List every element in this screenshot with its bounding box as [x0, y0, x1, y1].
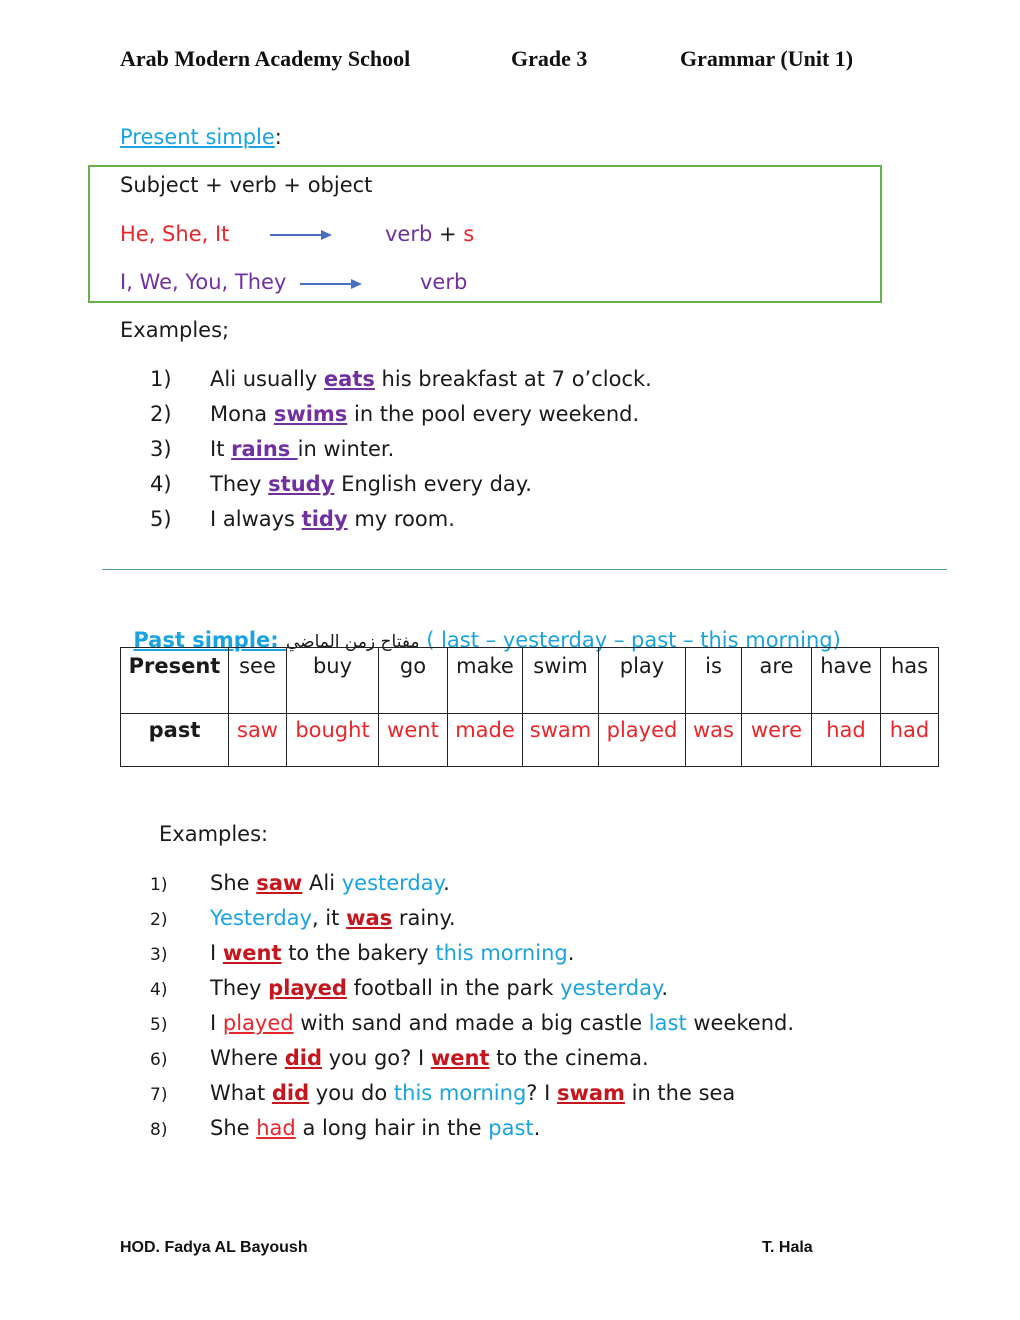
verb-highlight: saw [256, 871, 303, 895]
sentence-text: They [210, 976, 269, 1000]
sentence-text: in the pool every weekend. [347, 402, 640, 426]
rule-singular-subjects: He, She, It [120, 222, 230, 246]
list-item [150, 437, 394, 461]
sentence-text: I [210, 941, 223, 965]
subject-label: Grammar (Unit 1) [680, 46, 854, 71]
verb-highlight: swam [556, 1081, 625, 1105]
list-item [150, 871, 450, 895]
list-number: 4) [150, 472, 172, 496]
table-cell: have [812, 648, 881, 714]
table-cell: swam [523, 714, 599, 767]
table-cell: had [881, 714, 939, 767]
sentence-text: rainy. [392, 906, 456, 930]
past-simple-title: Past simple: [133, 628, 286, 652]
list-number: 4) [150, 980, 168, 1000]
table-cell: were [742, 714, 812, 767]
school-name: Arab Modern Academy School [120, 46, 411, 71]
rule-s-suffix: s [463, 222, 475, 246]
table-cell: was [686, 714, 742, 767]
arrow-right-icon [270, 228, 332, 242]
time-keyword: this morning [393, 1081, 527, 1105]
sentence-text: to the cinema. [489, 1046, 649, 1070]
list-item [150, 1011, 794, 1035]
table-cell: go [379, 648, 448, 714]
list-number: 8) [150, 1120, 168, 1140]
sentence-text: She [210, 1116, 257, 1140]
sentence-text: in the sea [624, 1081, 736, 1105]
sentence-text: She [210, 871, 257, 895]
sentence-text: a long hair in the [295, 1116, 489, 1140]
rule-plural-subjects: I, We, You, They [120, 270, 287, 294]
verb-highlight: went [430, 1046, 490, 1070]
sentence-text: English every day. [334, 472, 532, 496]
sentence-text: with sand and made a big castle [293, 1011, 649, 1035]
time-keyword: last [648, 1011, 687, 1035]
verb-highlight: went [222, 941, 282, 965]
rule-plural-verb: verb [420, 270, 468, 294]
sentence-text: Ali [302, 871, 342, 895]
rule-formula: Subject + verb + object [120, 173, 373, 197]
table-header-present: Present [121, 648, 229, 714]
footer-teacher: T. Hala [762, 1239, 813, 1256]
sentence-text: I [210, 1011, 223, 1035]
list-item [150, 507, 455, 531]
sentence-text: Ali usually [210, 367, 324, 391]
verb-highlight: played [222, 1011, 294, 1035]
table-cell: swim [523, 648, 599, 714]
list-item [150, 472, 532, 496]
rule-verb-word: verb [385, 222, 433, 246]
present-simple-heading [120, 125, 282, 149]
sentence-text: you go? I [322, 1046, 431, 1070]
sentence-text: . [443, 871, 450, 895]
sentence-text: . [533, 1116, 541, 1140]
rule-plus: + [432, 222, 464, 246]
time-keyword: yesterday [560, 976, 662, 1000]
time-keyword: yesterday [341, 871, 444, 895]
sentence-text: weekend. [686, 1011, 795, 1035]
table-cell: has [881, 648, 939, 714]
table-cell: make [448, 648, 523, 714]
arrow-right-icon [300, 277, 362, 291]
table-row [121, 648, 939, 714]
verb-table [120, 647, 939, 767]
list-item [150, 906, 456, 930]
sentence-text: you do [309, 1081, 394, 1105]
table-cell: bought [287, 714, 379, 767]
past-examples-label: Examples: [159, 822, 269, 846]
table-cell: had [812, 714, 881, 767]
list-number: 3) [150, 437, 172, 461]
sentence-text: , it [311, 906, 347, 930]
list-number: 5) [150, 507, 172, 531]
sentence-text: I always [210, 507, 302, 531]
list-number: 6) [150, 1050, 168, 1070]
verb-highlight: played [268, 976, 347, 1000]
table-cell: buy [287, 648, 379, 714]
table-cell: went [379, 714, 448, 767]
table-cell: played [599, 714, 686, 767]
list-item [150, 976, 668, 1000]
verb-highlight: eats [323, 367, 375, 391]
table-cell: see [229, 648, 287, 714]
sentence-text: his breakfast at 7 o’clock. [374, 367, 652, 391]
table-cell: play [599, 648, 686, 714]
sentence-text: They [210, 472, 269, 496]
verb-highlight: tidy [301, 507, 348, 531]
sentence-text: What [210, 1081, 272, 1105]
time-keyword: past [488, 1116, 534, 1140]
list-item [150, 402, 639, 426]
verb-highlight: did [271, 1081, 310, 1105]
arabic-key-label: مفتاح زمن الماضي [285, 632, 420, 652]
present-examples-label: Examples; [120, 318, 230, 342]
verb-highlight: rains [231, 437, 298, 461]
sentence-text: football in the park [346, 976, 561, 1000]
list-number: 1) [150, 367, 172, 391]
sentence-text: Mona [210, 402, 274, 426]
sentence-text: . [661, 976, 669, 1000]
verb-highlight: study [268, 472, 335, 496]
sentence-text: in winter. [297, 437, 395, 461]
list-item [150, 1081, 735, 1105]
sentence-text: ? I [526, 1081, 557, 1105]
sentence-text: Where [210, 1046, 285, 1070]
verb-highlight: had [256, 1116, 296, 1140]
past-simple-heading [120, 604, 841, 652]
time-keyword: this morning [435, 941, 568, 965]
present-simple-title: Present simple [120, 125, 275, 149]
list-item [150, 1116, 540, 1140]
list-number: 1) [150, 875, 168, 895]
time-keyword: Yesterday [210, 906, 312, 930]
verb-highlight: was [346, 906, 393, 930]
table-cell: made [448, 714, 523, 767]
table-cell: saw [229, 714, 287, 767]
list-number: 2) [150, 910, 168, 930]
footer-hod: HOD. Fadya AL Bayoush [120, 1239, 308, 1256]
verb-highlight: did [284, 1046, 323, 1070]
list-item [150, 367, 652, 391]
past-keywords: ( last – yesterday – past – this morning) [426, 628, 841, 652]
grade-label: Grade 3 [511, 46, 588, 71]
verb-highlight: swims [273, 402, 348, 426]
list-number: 7) [150, 1085, 168, 1105]
table-row [121, 714, 939, 767]
list-number: 2) [150, 402, 172, 426]
sentence-text: . [567, 941, 575, 965]
section-divider [102, 569, 947, 570]
list-item [150, 1046, 649, 1070]
rule-singular-verb [385, 222, 474, 246]
list-item [150, 941, 574, 965]
sentence-text: my room. [347, 507, 455, 531]
list-number: 3) [150, 945, 168, 965]
sentence-text: It [210, 437, 232, 461]
table-cell: is [686, 648, 742, 714]
list-number: 5) [150, 1015, 168, 1035]
present-title-colon: : [274, 125, 282, 149]
table-header-past: past [121, 714, 229, 767]
table-cell: are [742, 648, 812, 714]
sentence-text: to the bakery [281, 941, 436, 965]
